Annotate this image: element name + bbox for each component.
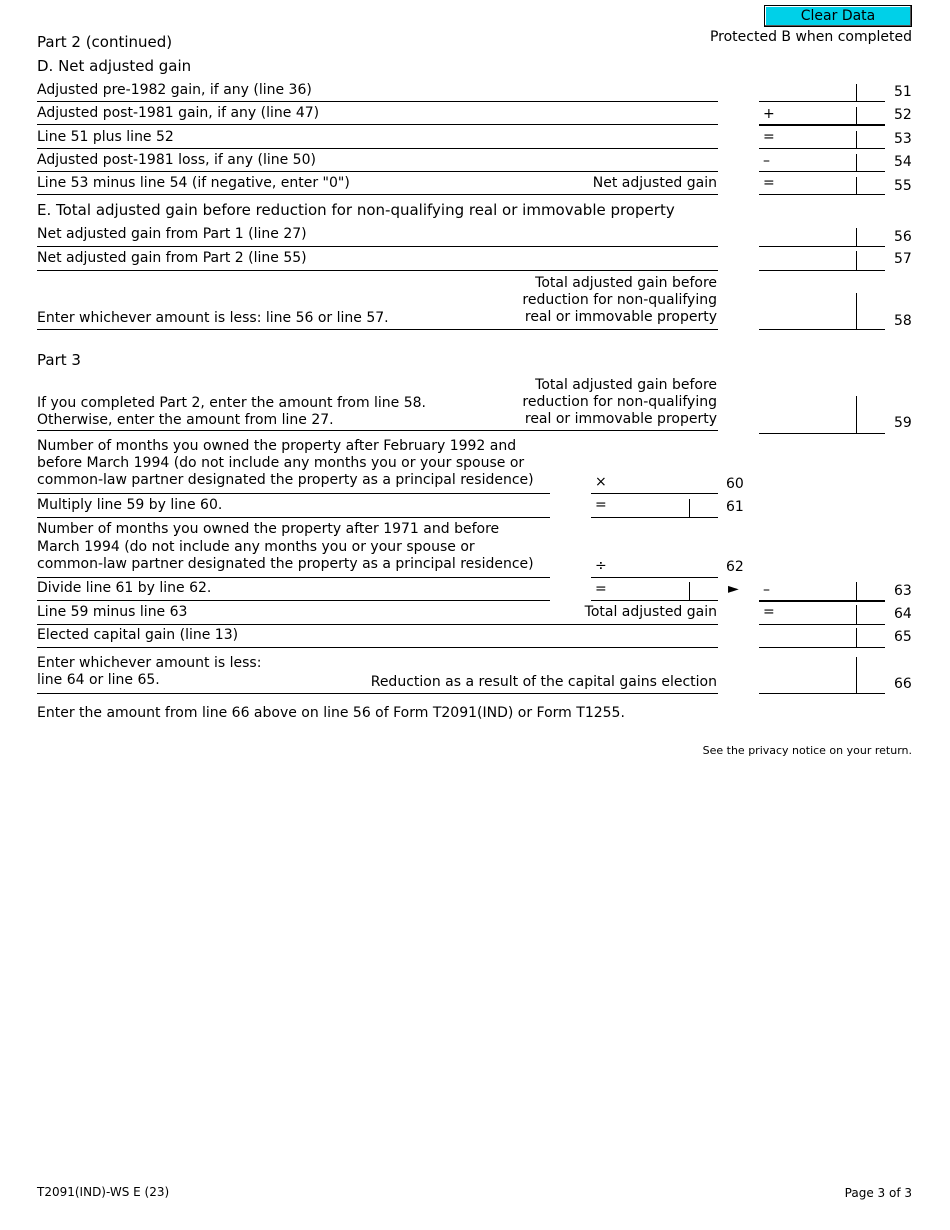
equals-operator: = bbox=[763, 604, 775, 620]
line63-quotient-field[interactable] bbox=[591, 582, 718, 599]
rule bbox=[37, 194, 718, 195]
rule bbox=[759, 624, 885, 625]
line61-number: 61 bbox=[726, 499, 744, 515]
rule bbox=[759, 171, 885, 172]
line51-amount-field[interactable] bbox=[759, 84, 885, 101]
line60-months-field[interactable] bbox=[591, 475, 718, 492]
section-d-title: D. Net adjusted gain bbox=[37, 57, 192, 75]
line66-label-1: Enter whichever amount is less: bbox=[37, 655, 262, 671]
rule bbox=[759, 124, 885, 126]
cents-divider bbox=[856, 154, 857, 171]
line60-number: 60 bbox=[726, 476, 744, 492]
rule bbox=[759, 693, 885, 694]
plus-operator: + bbox=[763, 106, 775, 122]
rule bbox=[37, 493, 550, 494]
rule bbox=[37, 577, 550, 578]
rule bbox=[37, 517, 550, 518]
line64-number: 64 bbox=[894, 606, 912, 622]
line55-number: 55 bbox=[894, 178, 912, 194]
minus-operator: – bbox=[763, 153, 770, 169]
line61-label: Multiply line 59 by line 60. bbox=[37, 497, 223, 513]
line58-number: 58 bbox=[894, 313, 912, 329]
rule bbox=[37, 600, 550, 601]
line59-number: 59 bbox=[894, 415, 912, 431]
cents-divider bbox=[856, 177, 857, 194]
line62-label-1: Number of months you owned the property after 1971 and before bbox=[37, 521, 500, 537]
line54-amount-field[interactable] bbox=[759, 154, 885, 171]
line52-label: Adjusted post-1981 gain, if any (line 47) bbox=[37, 105, 320, 121]
line59-right-label-3: real or immovable property bbox=[524, 411, 717, 427]
line60-label-2: before March 1994 (do not include any months you or your spouse or bbox=[37, 455, 525, 471]
line51-number: 51 bbox=[894, 84, 912, 100]
equals-operator: = bbox=[763, 129, 775, 145]
line59-right-label-2: reduction for non-qualifying bbox=[522, 394, 717, 410]
line51-label: Adjusted pre-1982 gain, if any (line 36) bbox=[37, 82, 312, 98]
rule bbox=[37, 693, 718, 694]
rule bbox=[759, 329, 885, 330]
rule bbox=[759, 600, 885, 602]
final-instruction: Enter the amount from line 66 above on line 56 of Form T2091(IND) or Form T1255. bbox=[37, 705, 625, 721]
cents-divider bbox=[856, 293, 857, 329]
page-number: Page 3 of 3 bbox=[844, 1186, 912, 1200]
line54-label: Adjusted post-1981 loss, if any (line 50) bbox=[37, 152, 316, 168]
line58-right-label-3: real or immovable property bbox=[524, 309, 717, 325]
net-adjusted-gain-label: Net adjusted gain bbox=[592, 175, 717, 191]
arrow-right-icon: ► bbox=[728, 581, 739, 597]
line53-number: 53 bbox=[894, 131, 912, 147]
line52-amount-field[interactable] bbox=[759, 107, 885, 124]
rule bbox=[759, 101, 885, 102]
divide-operator: ÷ bbox=[595, 558, 607, 574]
rule bbox=[759, 246, 885, 247]
equals-operator: = bbox=[595, 581, 607, 597]
line63-number: 63 bbox=[894, 583, 912, 599]
line58-amount-field[interactable] bbox=[759, 293, 885, 329]
protected-b-notice: Protected B when completed bbox=[709, 29, 912, 45]
line60-label-3: common-law partner designated the property as a principal residence) bbox=[37, 472, 534, 488]
rule bbox=[37, 101, 718, 102]
rule bbox=[759, 647, 885, 648]
line59-amount-field[interactable] bbox=[759, 396, 885, 433]
cents-divider bbox=[856, 131, 857, 148]
line66-number: 66 bbox=[894, 676, 912, 692]
cents-divider bbox=[856, 582, 857, 600]
line62-label-3: common-law partner designated the property as a principal residence) bbox=[37, 556, 534, 572]
rule bbox=[37, 246, 718, 247]
line65-amount-field[interactable] bbox=[759, 628, 885, 645]
line57-label: Net adjusted gain from Part 2 (line 55) bbox=[37, 250, 307, 266]
rule bbox=[37, 647, 718, 648]
line62-number: 62 bbox=[726, 559, 744, 575]
line56-number: 56 bbox=[894, 229, 912, 245]
cents-divider bbox=[856, 84, 857, 101]
rule bbox=[591, 600, 718, 601]
minus-operator: – bbox=[763, 582, 770, 598]
line64-amount-field[interactable] bbox=[759, 605, 885, 622]
rule bbox=[37, 329, 718, 330]
line55-label: Line 53 minus line 54 (if negative, enter "0") bbox=[37, 175, 350, 191]
line56-label: Net adjusted gain from Part 1 (line 27) bbox=[37, 226, 307, 242]
line62-label-2: March 1994 (do not include any months you or your spouse or bbox=[37, 539, 475, 555]
cents-divider bbox=[856, 228, 857, 246]
line64-label: Line 59 minus line 63 bbox=[37, 604, 188, 620]
line54-number: 54 bbox=[894, 154, 912, 170]
rule bbox=[37, 148, 718, 149]
line57-amount-field[interactable] bbox=[759, 251, 885, 268]
rule bbox=[37, 624, 718, 625]
line58-right-label-1: Total adjusted gain before bbox=[535, 275, 717, 291]
clear-data-button[interactable]: Clear Data bbox=[764, 5, 912, 27]
section-e-title: E. Total adjusted gain before reduction for non-qualifying real or immovable property bbox=[37, 201, 675, 219]
line56-amount-field[interactable] bbox=[759, 228, 885, 245]
line53-label: Line 51 plus line 52 bbox=[37, 129, 174, 145]
rule bbox=[591, 517, 718, 518]
rule bbox=[37, 270, 718, 271]
rule bbox=[759, 148, 885, 149]
line65-number: 65 bbox=[894, 629, 912, 645]
total-adjusted-gain-label: Total adjusted gain bbox=[584, 604, 717, 620]
rule bbox=[591, 577, 718, 578]
line63-amount-field[interactable] bbox=[759, 582, 885, 599]
cents-divider bbox=[856, 396, 857, 433]
privacy-notice: See the privacy notice on your return. bbox=[702, 744, 912, 757]
multiply-operator: × bbox=[595, 474, 607, 490]
cents-divider bbox=[856, 251, 857, 270]
reduction-label: Reduction as a result of the capital gains election bbox=[370, 674, 717, 690]
line61-amount-field[interactable] bbox=[591, 499, 718, 516]
rule bbox=[37, 171, 718, 172]
cents-divider bbox=[689, 582, 690, 600]
rule bbox=[591, 493, 718, 494]
line57-number: 57 bbox=[894, 251, 912, 267]
equals-operator: = bbox=[763, 175, 775, 191]
line58-right-label-2: reduction for non-qualifying bbox=[522, 292, 717, 308]
part3-title: Part 3 bbox=[37, 351, 81, 369]
line62-months-field[interactable] bbox=[591, 559, 718, 576]
line55-amount-field[interactable] bbox=[759, 177, 885, 194]
part2-continued-title: Part 2 (continued) bbox=[37, 33, 173, 51]
form-id: T2091(IND)-WS E (23) bbox=[37, 1185, 170, 1199]
line66-amount-field[interactable] bbox=[759, 657, 885, 693]
rule bbox=[759, 270, 885, 271]
line59-right-label-1: Total adjusted gain before bbox=[535, 377, 717, 393]
rule bbox=[37, 430, 718, 431]
cents-divider bbox=[856, 107, 857, 124]
cents-divider bbox=[856, 605, 857, 624]
cents-divider bbox=[856, 657, 857, 693]
equals-operator: = bbox=[595, 497, 607, 513]
line65-label: Elected capital gain (line 13) bbox=[37, 627, 239, 643]
line59-label-1: If you completed Part 2, enter the amount from line 58. bbox=[37, 395, 427, 411]
rule bbox=[759, 433, 885, 434]
rule bbox=[37, 124, 718, 125]
cents-divider bbox=[856, 628, 857, 647]
cents-divider bbox=[689, 499, 690, 517]
line53-amount-field[interactable] bbox=[759, 131, 885, 148]
line66-label-2: line 64 or line 65. bbox=[37, 672, 160, 688]
line63-label: Divide line 61 by line 62. bbox=[37, 580, 212, 596]
line52-number: 52 bbox=[894, 107, 912, 123]
line58-label: Enter whichever amount is less: line 56 or line 57. bbox=[37, 310, 389, 326]
rule bbox=[759, 194, 885, 195]
line59-label-2: Otherwise, enter the amount from line 27. bbox=[37, 412, 334, 428]
line60-label-1: Number of months you owned the property after February 1992 and bbox=[37, 438, 517, 454]
